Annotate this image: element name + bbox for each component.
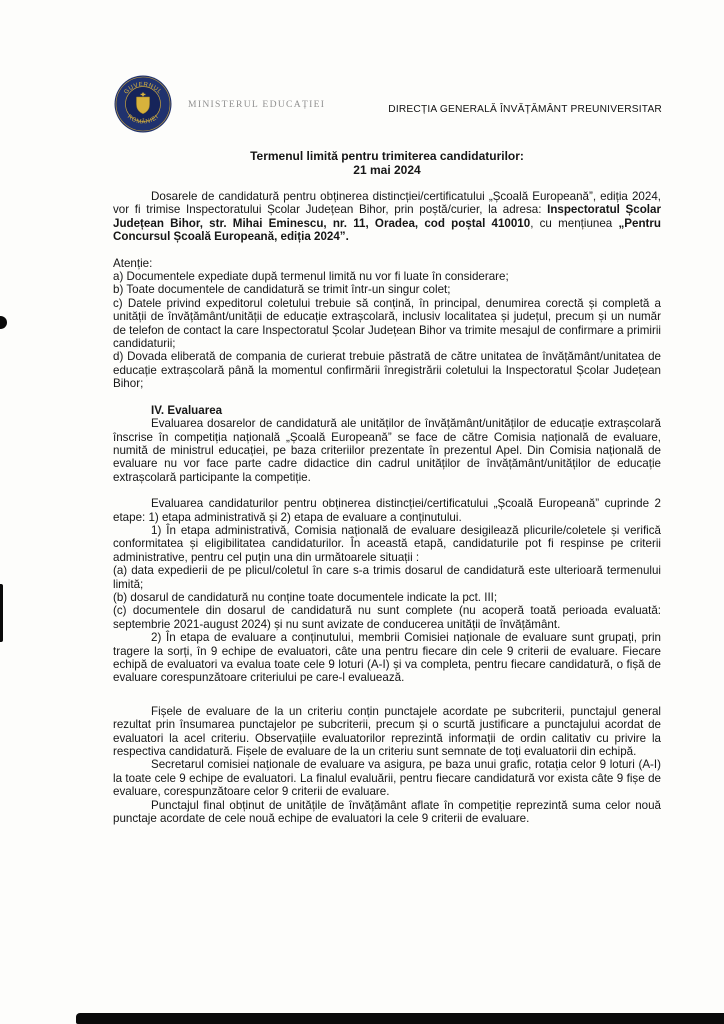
intro-address-bold: Inspectoratul Școlar Județean Bihor, str. Mihai Eminescu, nr. 11, Oradea, cod poștal 410010 xyxy=(113,203,661,230)
intro-text-1: Dosarele de candidatură pentru obținerea distincției/certificatului „Școală Europeană”, ediția 2024, vor fi trimise Inspectoratului Școlar Județean Bihor, prin poștă/curier, la adresa: xyxy=(113,190,661,217)
evaluation-paragraph-5: Fișele de evaluare de la un criteriu conțin punctajele acordate pe subcriterii, punctajul general rezultat prin însumarea punctajelor pe subcriterii, precum și o scurtă justificare a punctajului acordat de evaluatori la acel criteriu. Observațiile evaluatorilor reprezintă informații de ordin calitativ cu privire la respectiva candidatură. Fișele de evaluare de la un criteriu sunt semnate de toți evaluatorii din echipă. xyxy=(113,704,661,759)
intro-paragraph xyxy=(113,190,661,244)
romanian-government-logo xyxy=(113,74,173,134)
title-line-1: Termenul limită pentru trimiterea candidaturilor: xyxy=(250,149,524,163)
evaluation-sub-item-a: (a) data expedierii de pe plicul/coletul în care s-a trimis dosarul de candidatură este ulterioară termenului limită; xyxy=(113,564,661,591)
evaluation-paragraph-1: Evaluarea dosarelor de candidatură ale unităților de învățământ/unităților de educație extrașcolară înscrise în competiția națională „Școală Europeană” se face de către Comisia națională de evaluare, numită de ministrul educației, pe baza criteriilor prezentate în prezentul Apel. Din Comisia națională de evaluare nu vor face parte cadre didactice din cadrul unităților de învățământ/unităților de educație extrașcolară participante la competiție. xyxy=(113,417,661,484)
attention-item-d: d) Dovada eliberată de compania de curierat trebuie păstrată de către unitatea de învățământ/unitatea de educație extrașcolară până la momentul confirmării înregistrării coletului la Inspectoratul Școlar Județean Bihor; xyxy=(113,350,661,391)
evaluation-paragraph-3: 1) În etapa administrativă, Comisia națională de evaluare desigilează plicurile/coletele și verifică conformitatea și eligibilitatea candidaturilor. În această etapă, candidaturile pot fi respinse pe criterii administrative, pentru cel puțin una din următoarele situații : xyxy=(113,523,661,564)
scan-artifact-left-line xyxy=(0,584,3,642)
scan-artifact-left-mark xyxy=(0,316,7,329)
evaluation-sub-item-b: (b) dosarul de candidatură nu conține toate documentele indicate la pct. III; xyxy=(113,590,498,604)
document-body xyxy=(113,149,661,825)
attention-label: Atenție: xyxy=(113,256,153,270)
title-line-2: 21 mai 2024 xyxy=(353,163,421,177)
evaluation-paragraph-7: Punctajul final obținut de unitățile de învățământ aflate în competiție reprezintă suma celor nouă punctaje acordate de cele nouă echipe de evaluatori la cele 9 criterii de evaluare. xyxy=(113,798,661,826)
document-title xyxy=(113,149,661,177)
ministry-name: MINISTERUL EDUCAȚIEI xyxy=(188,99,326,110)
evaluation-paragraph-4: 2) În etapa de evaluare a conținutului, membrii Comisiei naționale de evaluare sunt grupați, prin tragere la sorți, în 9 echipe de evaluatori, câte una pentru fiecare din cele 9 criterii de evaluare. Fiecare echipă de evaluatori va evalua toate cele 9 loturi (A-I) și va completa, pentru fiecare candidatură, o fișă de evaluare corespunzătoare criteriului pe care-l evaluează. xyxy=(113,631,661,685)
attention-item-b: b) Toate documentele de candidatură se trimit într-un singur colet; xyxy=(113,283,451,297)
logo-text-bottom: ROMÂNIEI xyxy=(126,114,161,126)
section-heading-evaluarea: IV. Evaluarea xyxy=(151,403,223,417)
scan-artifact-bottom-bar xyxy=(76,1013,724,1024)
intro-text-2: , cu mențiunea xyxy=(530,216,619,230)
attention-item-c: c) Datele privind expeditorul coletului trebuie să conțină, în principal, denumirea corectă și completă a unității de învățământ/unității de educație extrașcolară, inclusiv localitatea și județul, precum și un număr de telefon de contact la care Inspectoratul Școlar Județean Bihor va trimite mesajul de confirmare a primirii candidaturii; xyxy=(113,296,661,351)
directorate-name: DIRECȚIA GENERALĂ ÎNVĂȚĂMÂNT PREUNIVERSITAR xyxy=(388,104,662,115)
intro-mention-bold: „Pentru Concursul Școală Europeană, ediția 2024”. xyxy=(113,216,661,244)
evaluation-sub-item-c: (c) documentele din dosarul de candidatură nu sunt complete (nu acoperă toată perioada evaluată: septembrie 2021-august 2024) și nu sunt avizate de conducerea unității de învățământ. xyxy=(113,604,661,631)
evaluation-paragraph-2: Evaluarea candidaturilor pentru obținerea distincției/certificatului „Școală Europeană” cuprinde 2 etape: 1) etapa administrativă și 2) etapa de evaluare a conținutului. xyxy=(113,497,661,524)
attention-item-a: a) Documentele expediate după termenul limită nu vor fi luate în considerare; xyxy=(113,270,509,284)
evaluation-paragraph-6: Secretarul comisiei naționale de evaluare va asigura, pe baza unui grafic, rotația celor 9 loturi (A-I) la toate cele 9 echipe de evaluatori. La finalul evaluării, pentru fiecare candidatură vor exista câte 9 fișe de evaluare, corespunzătoare celor 9 criterii de evaluare. xyxy=(113,758,661,799)
logo-text-top: GUVERNUL xyxy=(123,81,163,96)
